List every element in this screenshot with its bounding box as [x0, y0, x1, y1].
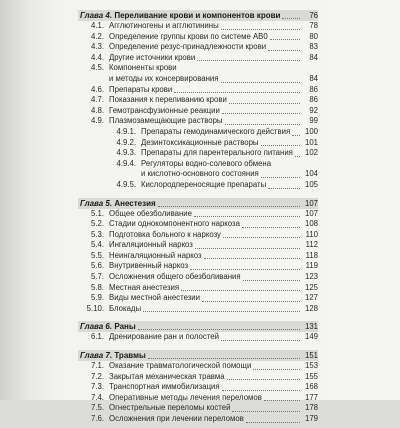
- page-number: 92: [309, 105, 318, 115]
- entry-title: и методы их консервирования: [109, 73, 219, 83]
- leader-dots: [221, 340, 300, 341]
- entry-title: Виды местной анестезии: [109, 293, 201, 303]
- leader-dots: [242, 227, 300, 228]
- chapter-label: Глава 6.: [80, 322, 113, 332]
- entry-number: 4.8.: [90, 105, 104, 115]
- page-number: 131: [304, 322, 318, 332]
- toc-entry: [78, 127, 318, 138]
- page-number: 107: [304, 198, 318, 208]
- chapter-label: Глава 7.: [80, 351, 113, 361]
- entry-number: 7.5.: [90, 403, 104, 413]
- entry-title: Кислородпереносящие препараты: [141, 179, 267, 189]
- entry-number: 5.7.: [90, 272, 104, 282]
- chapter-title-text: Переливание крови и компонентов крови: [114, 11, 281, 20]
- toc-entry: [78, 53, 318, 64]
- leader-dots: [143, 311, 300, 312]
- entry-title: Блокады: [109, 303, 142, 313]
- page-number: 80: [309, 31, 318, 41]
- leader-dots: [243, 280, 300, 281]
- leader-dots: [190, 269, 300, 270]
- toc-entry: [78, 116, 318, 127]
- entry-title: Плазмозамещающие растворы: [109, 116, 223, 126]
- entry-number: 5.3.: [90, 229, 104, 239]
- chapter-label: Глава 4.: [80, 11, 113, 20]
- entry-number: 7.1.: [90, 361, 104, 371]
- leader-dots: [202, 301, 300, 302]
- entry-title: Общее обезболивание: [109, 208, 192, 218]
- toc-entry: [78, 21, 318, 32]
- leader-dots: [232, 411, 300, 412]
- toc-entry: [78, 95, 318, 106]
- entry-number: 5.6.: [90, 261, 104, 271]
- toc-entry: [78, 403, 318, 414]
- toc-entry: [78, 169, 318, 180]
- toc-entry: [78, 106, 318, 117]
- entry-title: Ингаляционный наркоз: [109, 240, 193, 250]
- leader-dots: [181, 290, 300, 291]
- toc-entry: [78, 372, 318, 383]
- leader-dots: [158, 206, 300, 207]
- entry-title: Показания к переливанию крови: [109, 95, 227, 105]
- page-number: 151: [304, 351, 318, 361]
- chapter-title: [78, 10, 280, 21]
- entry-title: Местная анестезия: [109, 282, 180, 292]
- entry-number: 7.2.: [90, 371, 104, 381]
- toc-entry: [78, 148, 318, 159]
- entry-number: 5.2.: [90, 219, 104, 229]
- entry-title: Препараты крови: [109, 84, 173, 94]
- leader-dots: [148, 358, 300, 359]
- leader-dots: [261, 145, 300, 146]
- entry-title: Стадии однокомпонентного наркоза: [109, 219, 240, 229]
- leader-dots: [282, 18, 300, 19]
- toc-entry: [78, 180, 318, 191]
- toc-entry: [78, 272, 318, 283]
- leader-dots: [174, 92, 300, 93]
- toc-entry: [78, 32, 318, 43]
- entry-title: Гемотрансфузионные реакции: [109, 105, 220, 115]
- chapter-title-text: Анестезия: [114, 198, 156, 208]
- leader-dots: [204, 258, 300, 259]
- page-number: 178: [304, 403, 318, 413]
- toc-entry: [78, 159, 318, 170]
- leader-dots: [195, 248, 300, 249]
- entry-number: 4.7.: [90, 95, 104, 105]
- page-number: 119: [305, 261, 318, 271]
- entry-title: Огнестрельные переломы костей: [109, 403, 231, 413]
- leader-dots: [268, 188, 300, 189]
- toc-entry: [78, 251, 318, 262]
- toc-entry: [78, 219, 318, 230]
- entry-title: Внутривенный наркоз: [109, 261, 189, 271]
- entry-title: Дренирование ран и полостей: [109, 332, 219, 342]
- page-number: 100: [304, 126, 318, 136]
- leader-dots: [221, 29, 300, 30]
- entry-title: Определение резус-принадлежности крови: [109, 42, 267, 52]
- page-number: 78: [309, 21, 318, 30]
- page-number: 179: [304, 414, 318, 423]
- page-number: 86: [309, 84, 318, 94]
- page-number: 177: [304, 392, 318, 402]
- page-number: 125: [304, 282, 318, 292]
- page-number: 110: [305, 229, 318, 239]
- entry-title: Определение группы крови по системе AB0: [109, 31, 268, 41]
- toc-entry: [78, 382, 318, 393]
- page-number: 149: [304, 332, 318, 342]
- entry-number: 4.1.: [90, 21, 104, 30]
- table-of-contents: [78, 10, 318, 428]
- entry-number: 4.9.3.: [116, 148, 136, 158]
- toc-entry: [78, 209, 318, 220]
- entry-title: Оперативные методы лечения переломов: [109, 392, 262, 402]
- page-number: 123: [304, 272, 318, 282]
- page-number: 84: [309, 73, 318, 83]
- leader-dots: [246, 422, 300, 423]
- page-number: 155: [304, 371, 318, 381]
- leader-dots: [227, 379, 300, 380]
- entry-title: Препараты для парентерального питания: [141, 148, 293, 158]
- entry-number: 4.2.: [90, 31, 104, 41]
- entry-number: 5.5.: [90, 250, 104, 260]
- page-number: 168: [304, 382, 318, 392]
- chapter-block: [78, 10, 318, 191]
- toc-entry: [78, 261, 318, 272]
- leader-dots: [295, 156, 300, 157]
- entry-number: 5.1.: [90, 208, 104, 218]
- page-number: 86: [309, 95, 318, 105]
- page-number: 83: [309, 42, 318, 52]
- page-number: 153: [304, 361, 318, 371]
- entry-title: Подготовка больного к наркозу: [109, 229, 221, 239]
- entry-title: Неингаляционный наркоз: [109, 250, 202, 260]
- entry-number: 4.3.: [90, 42, 104, 52]
- entry-title: Осложнения при лечении переломов: [109, 414, 244, 423]
- page-number: 99: [309, 116, 318, 126]
- leader-dots: [222, 390, 300, 391]
- toc-entry: [78, 393, 318, 404]
- entry-number: 5.9.: [90, 293, 104, 303]
- entry-title: Дезинтоксикационные растворы: [141, 137, 259, 147]
- entry-number: 7.6.: [90, 414, 104, 423]
- leader-dots: [197, 60, 300, 61]
- chapter-title: [78, 350, 146, 361]
- entry-number: 4.6.: [90, 84, 104, 94]
- chapter-title: [78, 321, 136, 332]
- leader-dots: [223, 237, 300, 238]
- chapter-title-text: Травмы: [114, 351, 146, 361]
- page-number: 76: [309, 11, 318, 20]
- page-number: 107: [304, 208, 318, 218]
- toc-entry: [78, 230, 318, 241]
- page-number: 101: [304, 137, 318, 147]
- leader-dots: [264, 400, 300, 401]
- page-number: 108: [304, 219, 318, 229]
- chapter-heading: [78, 198, 318, 209]
- page-number: 118: [305, 250, 318, 260]
- entry-title: Осложнения общего обезболивания: [109, 272, 241, 282]
- chapter-heading: [78, 321, 318, 332]
- chapter-title-text: Раны: [114, 322, 136, 332]
- entry-title: Препараты гемодинамического действия: [141, 126, 291, 136]
- leader-dots: [253, 369, 300, 370]
- leader-dots: [221, 82, 300, 83]
- chapter-title: [78, 198, 156, 209]
- toc-entry: [78, 42, 318, 53]
- page-number: 105: [304, 179, 318, 189]
- leader-dots: [222, 113, 300, 114]
- entry-title: Регуляторы водно-солевого обмена: [141, 158, 272, 168]
- entry-number: 4.4.: [90, 52, 104, 62]
- toc-entry: [78, 63, 318, 74]
- page-number: 127: [304, 293, 318, 303]
- entry-number: 4.9.2.: [116, 137, 136, 147]
- chapter-block: [78, 350, 318, 425]
- leader-dots: [225, 124, 300, 125]
- entry-number: 5.10.: [86, 303, 104, 313]
- leader-dots: [270, 39, 300, 40]
- entry-title: Компоненты крови: [109, 63, 177, 73]
- toc-entry: [78, 332, 318, 343]
- page-number: 104: [304, 169, 318, 179]
- toc-entry: [78, 414, 318, 425]
- leader-dots: [261, 177, 300, 178]
- entry-number: 7.3.: [90, 382, 104, 392]
- page-number: 128: [304, 303, 318, 313]
- entry-number: 4.9.: [90, 116, 104, 126]
- chapter-heading: [78, 10, 318, 21]
- chapter-block: [78, 321, 318, 343]
- page-number: 112: [305, 240, 318, 250]
- leader-dots: [194, 216, 300, 217]
- entry-number: 4.5.: [90, 63, 104, 73]
- leader-dots: [268, 50, 300, 51]
- page-number: 84: [309, 52, 318, 62]
- entry-number: 4.9.1.: [116, 126, 136, 136]
- entry-title: Другие источники крови: [109, 52, 196, 62]
- entry-number: 4.9.4.: [116, 158, 136, 168]
- chapter-label: Глава 5.: [80, 198, 113, 208]
- chapter-heading: [78, 350, 318, 361]
- chapter-block: [78, 198, 318, 315]
- entry-number: 6.1.: [90, 332, 104, 342]
- leader-dots: [229, 103, 300, 104]
- entry-title: Транспортная иммобилизация: [109, 382, 220, 392]
- toc-entry: [78, 283, 318, 294]
- leader-dots: [138, 329, 300, 330]
- entry-number: 5.8.: [90, 282, 104, 292]
- toc-entry: [78, 361, 318, 372]
- entry-number: 5.4.: [90, 240, 104, 250]
- entry-number: 4.9.5.: [116, 179, 136, 189]
- toc-entry: [78, 293, 318, 304]
- entry-title: Закрытая механическая травма: [109, 371, 225, 381]
- entry-title: Агглютиногены и агглютинины: [109, 21, 219, 30]
- leader-dots: [292, 135, 300, 136]
- toc-entry: [78, 74, 318, 85]
- page-number: 102: [304, 148, 318, 158]
- toc-entry: [78, 85, 318, 96]
- toc-entry: [78, 138, 318, 149]
- entry-number: 7.4.: [90, 392, 104, 402]
- toc-entry: [78, 240, 318, 251]
- entry-title: и кислотно-основного состояния: [141, 169, 259, 179]
- toc-entry: [78, 304, 318, 315]
- entry-title: Оказание травматологической помощи: [109, 361, 252, 371]
